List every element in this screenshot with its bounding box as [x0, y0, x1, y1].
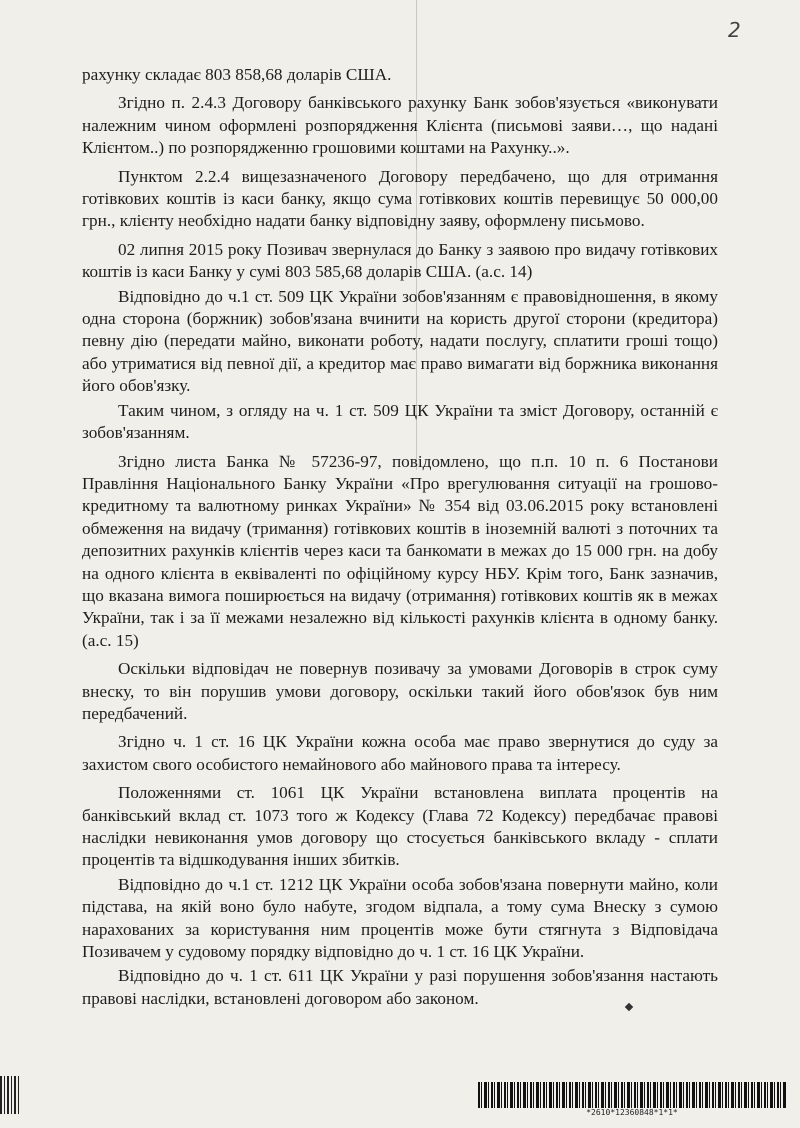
paragraph-6: Таким чином, з огляду на ч. 1 ст. 509 ЦК України та зміст Договору, останній є зобов'язанням.	[82, 400, 718, 443]
paragraph-3: Пунктом 2.2.4 вищезазначеного Договору передбачено, що для отримання готівкових коштів із каси банку, якщо сума готівкових коштів перевищує 50 000,00 грн., клієнту необхідно надати банку відповідну заяву, оформлену письмово.	[82, 166, 718, 231]
paragraph-9: Згідно ч. 1 ст. 16 ЦК України кожна особа має право звернутися до суду за захистом свого особистого немайнового або майнового права та інтересу.	[82, 732, 718, 774]
paragraph-11: Відповідно до ч.1 ст. 1212 ЦК України особа зобов'язана повернути майно, коли підстава, на якій воно було набуте, згодом відпала, а тому сума Внеску з сумою нарахованих за користування ним процентів може бути стягнута з Відповідача Позивачем у судовому порядку відповідно до ч. 1 ст. 16 ЦК України.	[82, 874, 718, 962]
paragraph-7: Згідно листа Банка № 57236-97, повідомлено, що п.п. 10 п. 6 Постанови Правління Національного Банку України «Про врегулювання ситуації на грошово-кредитному та валютному ринках України» № 354 від 03.06.2015 року встановлені обмеження на видачу (тримання) готівкових коштів в іноземній валюті з поточних та депозитних рахунків клієнтів через каси та банкомати в межах до 15 000 грн. на добу на одного клієнта в еквіваленті по офіційному курсу НБУ. Крім того, Банк зазначив, що вказана вимога поширюється на видачу (отримання) готівкових коштів як в межах України, так і за її межами незалежно від кількості рахунків клієнта в одному банку. (а.с. 15)	[82, 451, 718, 650]
paragraph-8: Оскільки відповідач не повернув позивачу за умовами Договорів в строк суму внеску, то він порушив умови договору, оскільки такий його обов'язок був ним передбачений.	[82, 659, 718, 723]
barcode-icon	[478, 1082, 786, 1108]
barcode-number: *2610*12360848*1*1*	[586, 1108, 678, 1117]
paragraph-5: Відповідно до ч.1 ст. 509 ЦК України зобов'язанням є правовідношення, в якому одна сторона (боржник) зобов'язана вчинити на користь другої сторони (кредитора) певну дію (передати майно, виконати роботу, надати послугу, сплатити гроші тощо) або утриматися від певної дії, а кредитор має право вимагати від боржника виконання його обов'язку.	[82, 286, 718, 396]
paragraph-4: 02 липня 2015 року Позивач звернулася до Банку з заявою про видачу готівкових коштів із каси Банку у сумі 803 585,68 доларів США. (а.с. 14)	[82, 239, 718, 282]
paragraph-2: Згідно п. 2.4.3 Договору банківського рахунку Банк зобов'язується «виконувати належним чином оформлені розпорядження Клієнта (письмові заяви…, що надані Клієнтом..) по розпорядженню грошовими коштами на Рахунку..».	[82, 93, 718, 158]
document-body	[82, 64, 718, 1010]
paragraph-10: Положеннями ст. 1061 ЦК України встановлена виплата процентів на банківський вклад ст. 1073 того ж Кодексу (Глава 72 Кодексу) передбачає правові наслідки невиконання умов договору що стосується банківського вкладу - сплати процентів та відшкодування інших збитків.	[82, 783, 718, 870]
paragraph-12: Відповідно до ч. 1 ст. 611 ЦК України у разі порушення зобов'язання настають правові наслідки, встановлені договором або законом.	[82, 966, 718, 1008]
edge-barcode-icon	[0, 1076, 20, 1114]
page-number: 2	[728, 18, 741, 42]
paragraph-1: рахунку складає 803 858,68 доларів США.	[82, 65, 392, 84]
